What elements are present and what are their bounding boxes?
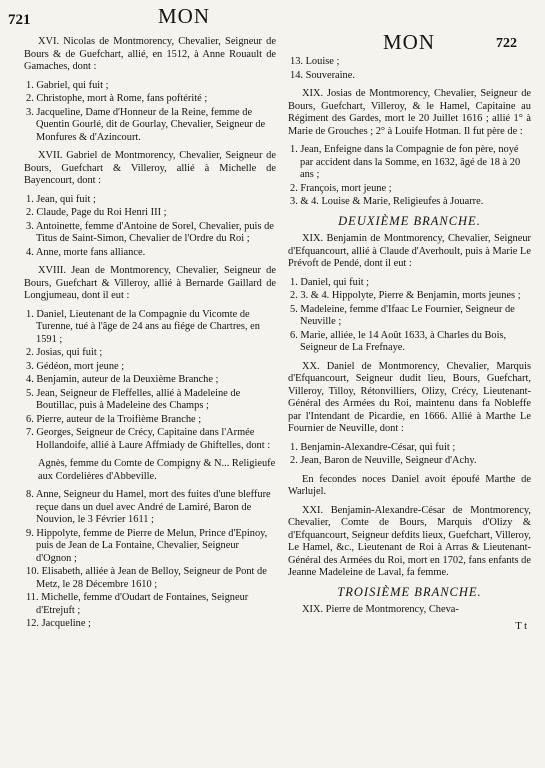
entry-xviii-note: Agnès, femme du Comte de Compigny & N... Religieufe aux Cordelières d'Abbeville. (38, 458, 276, 482)
list-item: 12. Jacqueline ; (26, 618, 91, 629)
right-column (288, 56, 531, 633)
list-item: 5. Madeleine, femme d'Ifaac Le Fournier, Seigneur de Neuville ; (290, 303, 515, 327)
right-running-title: MON (383, 30, 436, 54)
list-item: 3. Jacqueline, Dame d'Honneur de la Reine, femme de Quentin Gourlé, dit de Gourlay, Chevalier, Seigneur de Monfures & d'Azincourt. (26, 106, 266, 143)
list-item: 2. Jean, Baron de Neuville, Seigneur d'Achy. (290, 455, 477, 466)
top-continuation-items (288, 56, 531, 82)
right-page-number: 722 (496, 36, 517, 51)
left-column (24, 36, 276, 637)
list-item: 6. Marie, alliée, le 14 Août 1633, à Charles du Bois, Seigneur de La Frefnaye. (290, 329, 507, 353)
list-item: 2. Christophe, mort à Rome, fans poftérité ; (26, 93, 208, 104)
section-heading-deuxieme-branche: DEUXIÈME BRANCHE. (338, 213, 481, 228)
list-item: 14. Souveraine. (290, 69, 355, 81)
list-item: 2. Claude, Page du Roi Henri III ; (26, 207, 167, 218)
section-heading-troisieme-branche: TROISIÈME BRANCHE. (337, 584, 482, 599)
entry-b2-xix-children (288, 277, 531, 355)
list-item: 6. Pierre, auteur de la Troifième Branche ; (26, 413, 202, 425)
entry-xix-children (288, 144, 531, 209)
list-item: 10. Elisabeth, alliée à Jean de Belloy, Seigneur de Pont de Metz, le 28 Décembre 1610 ; (26, 566, 267, 590)
entry-b2-xx: XX. Daniel de Montmorency, Chevalier, Marquis d'Efquancourt, Seigneur dudit lieu, Bours, Guefchart, Villeroy, Tilloy, Rétonvilliers, Olizy, Crécy, Lieutenant-Général des Armées du Roi, maintenu dans fa Nobleffe par l'Intendant de Picardie, en 1666. Allié à Marthe Le Fournier de Neuville, dont : (288, 360, 531, 434)
list-item: 5. Jean, Seigneur de Fleffelles, allié à Madeleine de Boutillac, puis à Madeleine des Champs ; (26, 387, 241, 411)
list-item: 9. Hippolyte, femme de Pierre de Melun, Prince d'Epinoy, puis de Jean de La Fontaine, Chevalier, Seigneur d'Ognon ; (26, 527, 268, 564)
entry-b2-xxi: XXI. Benjamin-Alexandre-César de Montmorency, Chevalier, Comte de Bours, Marquis d'Olizy & d'Efquancourt, Seigneur defdits lieux, Guefchart, Villeroy, Le Hamel, &c., Lieutenant de Roi à Arras & Lieutenant-Général des Armées du Roi, mort en 1702, fans enfants de Jeanne Madeleine de Laval, fa femme. (288, 504, 531, 578)
list-item: 4. Anne, morte fans alliance. (26, 246, 146, 258)
list-item: 2. Josias, qui fuit ; (26, 347, 103, 358)
list-item: 1. Jean, qui fuit ; (26, 193, 96, 205)
list-item: 11. Michelle, femme d'Oudart de Fontaines, Seigneur d'Etrejuft ; (26, 592, 249, 616)
entry-xvii: XVII. Gabriel de Montmorency, Chevalier, Seigneur de Bours, Guefchart & Villeroy, allié à Michelle de Bayencourt, dont : (24, 150, 276, 186)
list-item: 13. Louise ; (290, 56, 340, 67)
list-item: 1. Jean, Enfeigne dans la Compagnie de fon père, noyé par accident dans la Somme, en 1632, âgé de 18 à 20 ans ; (290, 144, 521, 180)
second-marriage-note: En fecondes noces Daniel avoit époufé Marthe de Warlujel. (288, 473, 531, 497)
list-item: 8. Anne, Seigneur du Hamel, mort des fuites d'une bleffure reçue dans un duel avec André de Lamiré, Baron de Nouvion, le 3 Février 1611 ; (26, 489, 271, 525)
entry-xviii: XVIII. Jean de Montmorency, Chevalier, Seigneur de Bours, Guefchart & Villeroy, allié à Bernarde Gaillard de Longjumeau, dont il eut : (24, 265, 276, 301)
list-item: 7. Georges, Seigneur de Crécy, Capitaine dans l'Armée Hollandoife, allié à Laure Affmiady de Ghiftelles, dont : (26, 427, 271, 451)
list-item: 4. Benjamin, auteur de la Deuxième Branche ; (26, 374, 219, 385)
list-item: 1. Gabriel, qui fuit ; (26, 79, 109, 91)
list-item: 2. 3. & 4. Hippolyte, Pierre & Benjamin, morts jeunes ; (290, 290, 521, 301)
entry-xviii-children (24, 309, 276, 453)
list-item: 3. Antoinette, femme d'Antoine de Sorel, Chevalier, puis de Titus de Saint-Simon, Chevalier de l'Ordre du Roi ; (26, 220, 274, 244)
list-item: 1. Benjamin-Alexandre-César, qui fuit ; (290, 441, 456, 453)
entry-xvi-children (24, 80, 276, 145)
list-item: 2. François, mort jeune ; (290, 182, 392, 194)
entry-b3-xix: XIX. Pierre de Montmorency, Cheva- (302, 604, 459, 615)
entry-xviii-children-cont (24, 489, 276, 631)
list-item: 3. Gédéon, mort jeune ; (26, 360, 125, 372)
entry-b2-xx-children (288, 442, 531, 468)
list-item: 1. Daniel, Lieutenant de la Compagnie du Vicomte de Turenne, tué à l'âge de 24 ans au fiége de Chartres, en 1591 ; (26, 308, 260, 345)
catchword: T t (515, 620, 527, 632)
entry-xvii-children (24, 194, 276, 260)
entry-b2-xix: XIX. Benjamin de Montmorency, Chevalier, Seigneur d'Efquancourt, allié à Claude d'Averhoult, puis à Marie Le Prévoft de Pendé, dont il eut : (288, 233, 531, 269)
entry-xix: XIX. Josias de Montmorency, Chevalier, Seigneur de Bours, Guefchart, Villeroy, & le Hamel, Capitaine au Régiment des Gardes, mort le 20 Juillet 1616 ; allié 1° à Marie de Grouches ; 2° à Louife Hotman. Il fut père de : (288, 88, 531, 137)
left-page-number: 721 (8, 12, 31, 28)
list-item: 1. Daniel, qui fuit ; (290, 276, 370, 288)
list-item: 3. & 4. Louise & Marie, Religieufes à Jouarre. (290, 196, 484, 207)
left-running-title: MON (158, 4, 211, 28)
entry-xvi: XVI. Nicolas de Montmorency, Chevalier, Seigneur de Bours & de Guefchart, allié, en 1512, à Anne Rouault de Gamaches, dont : (24, 36, 276, 72)
